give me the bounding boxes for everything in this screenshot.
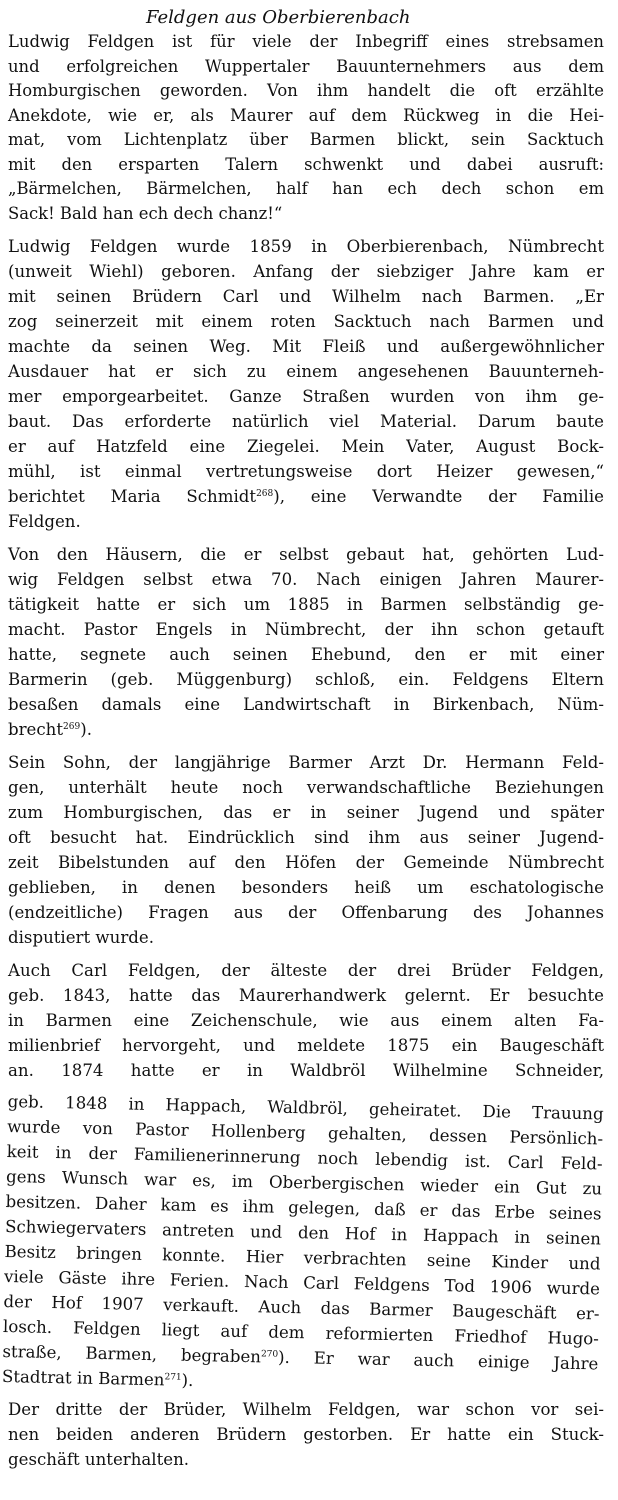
text-line: wurde von Pastor Hollenberg gehalten, dessen Persönlich- (7, 1116, 604, 1149)
section-title: Feldgen aus Oberbierenbach (146, 7, 411, 28)
text-line: Ausdauer hat er sich zu einem angesehenen Bauunterneh- (8, 362, 604, 381)
text-line: zeit Bibelstunden auf den Höfen der Gemeinde Nümbrecht (8, 853, 604, 872)
text-line: machte da seinen Weg. Mit Fleiß und außergewöhnlicher (8, 337, 604, 356)
text-line: gens Wunsch war es, im Oberbergischen wieder ein Gut zu (5, 1166, 603, 1199)
text-line: mer emporgearbeitet. Ganze Straßen wurden von ihm ge- (8, 387, 604, 406)
text-line: zum Homburgischen, das er in seiner Jugend und später (8, 803, 604, 822)
text-line: (endzeitliche) Fragen aus der Offenbarung des Johannes (8, 903, 604, 922)
text-line: Homburgischen geworden. Von ihm handelt die oft erzählte (8, 81, 604, 100)
paragraph-wilhelm (8, 1397, 604, 1472)
text-line: geb. 1843, hatte das Maurerhandwerk gelernt. Er besuchte (8, 986, 604, 1005)
text-segment: brecht (8, 720, 64, 739)
text-line: viele Gäste ihre Ferien. Nach Carl Feldgens Tod 1906 wurde (3, 1266, 601, 1299)
text-segment: ), eine Verwandte der Familie (273, 487, 604, 506)
text-line: besitzen. Daher kam es ihm gelegen, daß er das Erbe seines (5, 1191, 602, 1224)
text-line: tätigkeit hatte er sich um 1885 in Barmen selbständig ge- (8, 595, 604, 614)
paragraph-ludwig (8, 234, 604, 534)
text-line: in Barmen eine Zeichenschule, wie aus einem alten Fa- (8, 1011, 604, 1030)
text-line: mit den ersparten Talern schwenkt und dabei ausruft: (8, 154, 604, 174)
text-line: Sein Sohn, der langjährige Barmer Arzt Dr. Hermann Feld- (8, 753, 604, 772)
text-line: hatte, segnete auch seinen Ehebund, den er mit einer (8, 645, 604, 664)
text-line: Ludwig Feldgen ist für viele der Inbegriff eines strebsamen (8, 32, 604, 51)
text-segment: ). (80, 720, 92, 739)
text-line: mühl, ist einmal vertretungsweise dort Heizer gewesen,“ (8, 462, 604, 481)
paragraph-carl (8, 958, 604, 1083)
footnote-ref: 270 (260, 1349, 279, 1360)
paragraph-carl-continued (2, 1089, 604, 1401)
text-line: Feldgen. (8, 512, 81, 531)
paragraph-son (8, 750, 604, 950)
text-segment: ). (181, 1370, 194, 1390)
text-line: Barmerin (geb. Müggenburg) schloß, ein. Feldgens Eltern (8, 670, 604, 689)
text-segment: straße, Barmen, begraben (2, 1341, 262, 1367)
footnote-ref: 269 (63, 722, 81, 732)
text-line: der Hof 1907 verkauft. Auch das Barmer Baugeschäft er- (3, 1291, 600, 1324)
paragraph-intro (8, 30, 604, 226)
text-line (8, 484, 604, 509)
text-line: Sack! Bald han ech dech chanz!“ (8, 203, 283, 223)
text-line: Der dritte der Brüder, Wilhelm Feldgen, war schon vor sei- (8, 1400, 604, 1419)
text-line: mat, vom Lichtenplatz über Barmen blickt, sein Sacktuch (8, 130, 604, 149)
text-line: Anekdote, wie er, als Maurer auf dem Rückweg in die Hei- (8, 105, 604, 125)
text-segment: ). Er war auch einige Jahre (277, 1347, 599, 1374)
text-line: Besitz bringen konnte. Hier verbrachten seine Kinder und (4, 1241, 601, 1274)
text-line: macht. Pastor Engels in Nümbrecht, der ihn schon getauft (8, 620, 604, 639)
text-line: keit in der Familienerinnerung noch lebendig ist. Carl Feld- (6, 1141, 603, 1174)
text-line: oft besucht hat. Eindrücklich sind ihm aus seiner Jugend- (8, 828, 604, 847)
text-line: geb. 1848 in Happach, Waldbröl, geheiratet. Die Trauung (7, 1091, 604, 1124)
paragraph-houses (8, 542, 604, 742)
text-line: (unweit Wiehl) geboren. Anfang der siebziger Jahre kam er (8, 262, 604, 281)
text-segment: Stadtrat in Barmen (1, 1366, 165, 1390)
text-line: Schwiegervaters antreten und den Hof in Happach in seinen (4, 1216, 602, 1249)
text-line: und erfolgreichen Wuppertaler Bauunternehmers aus dem (8, 56, 604, 76)
text-line: „Bärmelchen, Bärmelchen, half han ech dech schon em (8, 179, 604, 198)
text-line: disputiert wurde. (8, 928, 154, 947)
text-line (8, 717, 604, 742)
text-line: Von den Häusern, die er selbst gebaut hat, gehörten Lud- (8, 545, 604, 564)
text-line: geblieben, in denen besonders heiß um eschatologische (8, 878, 604, 897)
text-line: milienbrief hervorgeht, und meldete 1875 ein Baugeschäft (8, 1036, 604, 1055)
text-line: er auf Hatzfeld eine Ziegelei. Mein Vater, August Bock- (8, 437, 604, 456)
text-line: Ludwig Feldgen wurde 1859 in Oberbierenbach, Nümbrecht (8, 237, 604, 256)
footnote-ref: 268 (256, 489, 274, 499)
text-line: losch. Feldgen liegt auf dem reformierten Friedhof Hugo- (2, 1316, 600, 1349)
text-line: nen beiden anderen Brüdern gestorben. Er hatte ein Stuck- (8, 1425, 604, 1444)
text-line: zog seinerzeit mit einem roten Sacktuch nach Barmen und (8, 312, 604, 331)
text-line: baut. Das erforderte natürlich viel Material. Darum baute (8, 412, 604, 431)
text-line: mit seinen Brüdern Carl und Wilhelm nach Barmen. „Er (8, 287, 604, 306)
text-line: Auch Carl Feldgen, der älteste der drei Brüder Feldgen, (8, 961, 604, 980)
text-line: besaßen damals eine Landwirtschaft in Birkenbach, Nüm- (8, 695, 604, 714)
text-segment: berichtet Maria Schmidt (8, 487, 257, 506)
text-line: gen, unterhält heute noch verwandschaftliche Beziehungen (8, 778, 604, 797)
text-line: geschäft unterhalten. (8, 1450, 190, 1469)
text-line: an. 1874 hatte er in Waldbröl Wilhelmine Schneider, (8, 1061, 604, 1080)
text-line: wig Feldgen selbst etwa 70. Nach einigen Jahren Maurer- (8, 570, 604, 589)
footnote-ref: 271 (164, 1372, 182, 1383)
